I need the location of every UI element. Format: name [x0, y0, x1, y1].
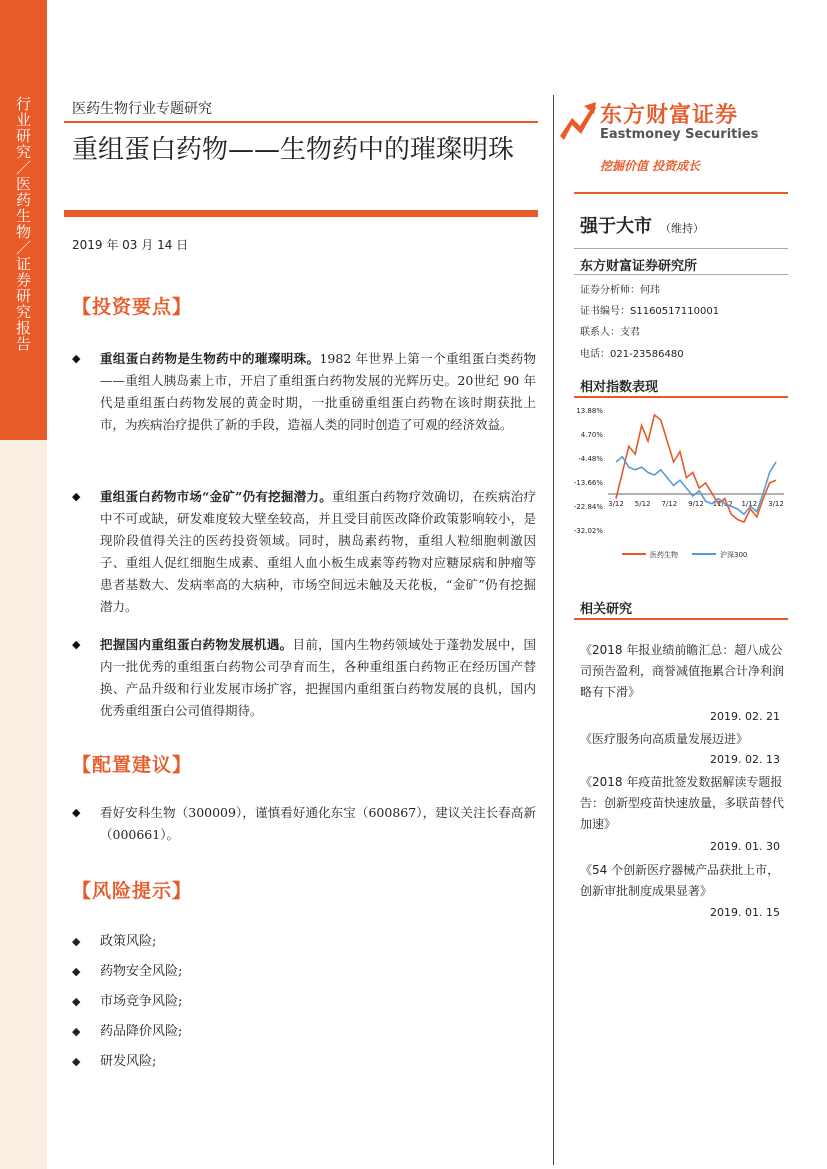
diamond-bullet-icon: ◆: [72, 638, 81, 651]
brand-slogan: 挖掘价值 投资成长: [600, 159, 701, 173]
x-tick-label: 11/12: [712, 500, 733, 508]
related-section-divider: [574, 618, 788, 620]
diamond-bullet-icon: ◆: [72, 806, 81, 819]
y-tick-label: -13.66%: [574, 479, 603, 487]
chart-section-title: 相对指数表现: [580, 380, 659, 395]
related-item-4[interactable]: 《54 个创新医疗器械产品获批上市，创新审批制度成果显著》: [580, 863, 780, 898]
x-tick-label: 9/12: [688, 500, 704, 508]
header-divider: [64, 121, 538, 123]
institute-name: 东方财富证券研究所: [580, 259, 698, 274]
x-tick-label: 7/12: [661, 500, 678, 508]
chart-section-divider: [574, 396, 788, 398]
legend-label-2: 沪深300: [720, 551, 748, 559]
diamond-bullet-icon: ◆: [72, 935, 81, 948]
invest-point-1-bold: 重组蛋白药物是生物药中的璀璨明珠。: [100, 351, 320, 366]
y-tick-label: 4.70%: [580, 431, 603, 439]
risk-item: ◆ 研发风险;: [72, 1054, 157, 1069]
related-item-2[interactable]: 《医疗服务向高质量发展迈进》: [580, 732, 749, 746]
rating-top-divider: [574, 192, 788, 194]
analyst-name: 证券分析师：何玮: [580, 285, 660, 296]
y-tick-label: -22.84%: [574, 503, 603, 511]
institute-divider: [574, 274, 788, 275]
config-text: 看好安科生物（300009），谨慎看好通化东宝（600867），建议关注长春高新（000661）。: [100, 805, 536, 842]
y-tick-label: -4.48%: [578, 455, 603, 463]
brand-logo: [558, 98, 768, 146]
related-item-1[interactable]: 《2018 年报业绩前瞻汇总：超八成公司预告盈利，商誉减值拖累合计净利润略有下滑》: [580, 643, 785, 699]
invest-point-1-text: 1982 年世界上第一个重组蛋白类药物——重组人胰岛素上市，开启了重组蛋白药物发展的光辉历史。20世纪 90 年代是重组蛋白药物发展的黄金时期，一批重磅重组蛋白药物在该时期获批上市，为疾病治疗提供了新的手段，造福人类的同时创造了可观的经济效益。: [100, 351, 536, 432]
related-item-2-date: 2019. 02. 13: [710, 753, 780, 766]
invest-point-2-text: 重组蛋白药物疗效确切，在疾病治疗中不可或缺，研发难度较大壁垒较高，并且受目前医改降价政策影响较小，是现阶段值得关注的医药投资领域。同时，胰岛素药物，重组人粒细胞刺激因子、重组人促红细胞生成素、重组人血小板生成素等药物对应糖尿病和肿瘤等患者基数大、发病率高的大病种，市场空间远未触及天花板，“金矿”仍有挖掘潜力。: [100, 489, 536, 614]
related-section-title: 相关研究: [580, 602, 633, 617]
rating-bottom-divider: [574, 248, 788, 249]
phone-number: 电话：021-23586480: [580, 349, 684, 360]
related-item-3[interactable]: 《2018 年疫苗批签发数据解读专题报告：创新型疫苗快速放量，多联苗替代加速》: [580, 775, 785, 831]
invest-point-1: [72, 348, 536, 436]
risk-item: ◆ 政策风险;: [72, 934, 157, 949]
brand-name-en: Eastmoney Securities: [600, 127, 759, 142]
page-title: 重组蛋白药物——生物药中的璀璨明珠: [72, 135, 515, 165]
rating-status: （维持）: [660, 222, 704, 235]
diamond-bullet-icon: ◆: [72, 1025, 81, 1038]
invest-point-3-text: 目前，国内生物药领域处于蓬勃发展中，国内一批优秀的重组蛋白药物公司孕育而生，各种重组蛋白药物正在经历国产替换、产品升级和行业发展市场扩容，把握国内重组蛋白药物发展的良机，国内优秀重组蛋白公司值得期待。: [100, 637, 536, 718]
title-underline: [64, 210, 538, 217]
config-point: [72, 802, 536, 846]
related-item-1-date: 2019. 02. 21: [710, 710, 780, 723]
sidebar: [0, 0, 47, 1169]
report-date: 2019 年 03 月 14 日: [72, 238, 189, 252]
brand-name-cn: 东方财富证券: [600, 103, 739, 128]
x-tick-label: 5/12: [634, 500, 651, 508]
config-section-title: 【配置建议】: [72, 754, 193, 776]
y-tick-label: 13.88%: [576, 407, 603, 415]
risk-item: ◆ 药物安全风险;: [72, 964, 183, 979]
y-tick-label: -32.02%: [574, 527, 603, 535]
invest-point-3: [72, 634, 536, 722]
chart-svg: [574, 400, 788, 570]
rating-label: 强于大市 （维持）: [580, 216, 704, 237]
brand-logo-icon: [558, 98, 598, 142]
invest-point-3-bold: 把握国内重组蛋白药物发展机遇。: [100, 637, 293, 652]
risk-item: ◆ 药品降价风险;: [72, 1024, 183, 1039]
invest-section-title: 【投资要点】: [72, 296, 193, 318]
report-category: 医药生物行业专题研究: [72, 101, 212, 117]
diamond-bullet-icon: ◆: [72, 490, 81, 503]
sidebar-vertical-text: 行业研究／医药生物／证券研究报告: [14, 96, 32, 352]
invest-point-2: [72, 486, 536, 618]
column-divider: [553, 95, 554, 1165]
risk-section-title: 【风险提示】: [72, 880, 193, 902]
x-tick-label: 3/12: [768, 500, 784, 508]
legend-label-1: 医药生物: [650, 551, 678, 559]
diamond-bullet-icon: ◆: [72, 965, 81, 978]
contact-person: 联系人：支君: [580, 327, 640, 338]
diamond-bullet-icon: ◆: [72, 1055, 81, 1068]
diamond-bullet-icon: ◆: [72, 995, 81, 1008]
related-item-4-date: 2019. 01. 15: [710, 906, 780, 919]
x-tick-label: 1/12: [741, 500, 758, 508]
cert-number: 证书编号：S1160517110001: [580, 306, 720, 317]
x-tick-label: 3/12: [608, 500, 624, 508]
relative-index-chart: [574, 400, 788, 570]
diamond-bullet-icon: ◆: [72, 352, 81, 365]
invest-point-2-bold: 重组蛋白药物市场“金矿”仍有挖掘潜力。: [100, 489, 332, 504]
risk-item: ◆ 市场竞争风险;: [72, 994, 183, 1009]
related-item-3-date: 2019. 01. 30: [710, 840, 780, 853]
